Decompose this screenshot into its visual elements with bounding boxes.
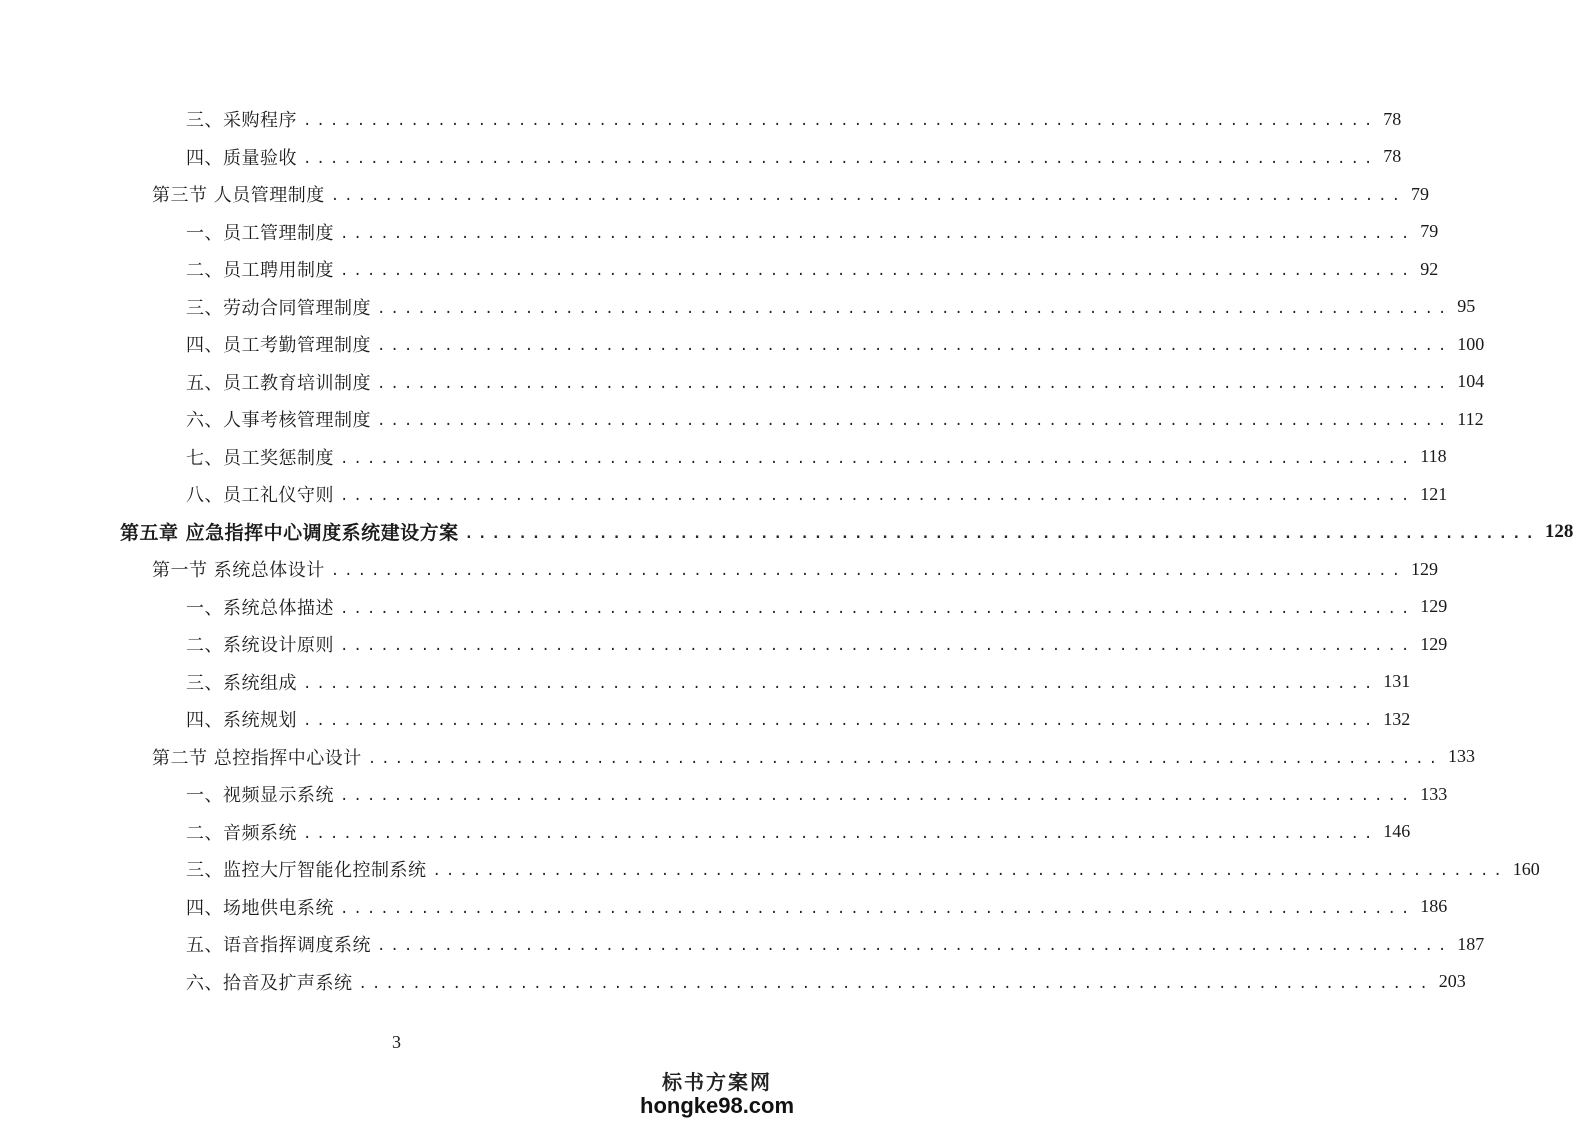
toc-entry-title: 六、拾音及扩声系统: [186, 972, 353, 994]
toc-entry-page: 186: [1420, 896, 1448, 916]
page-number: 3: [392, 1032, 401, 1052]
toc-entry-title: 三、采购程序: [186, 110, 297, 131]
toc-entry-page: 95: [1457, 296, 1476, 316]
toc-entry-page: 100: [1457, 333, 1485, 354]
toc-entry-page: 79: [1411, 183, 1430, 204]
toc-entry-page: 129: [1420, 633, 1448, 654]
toc-dot-leader: ................................................................................: [303, 113, 1378, 129]
toc-entry-page: 129: [1420, 596, 1448, 616]
toc-entry: [186, 404, 1484, 434]
toc-entry: [186, 254, 1439, 284]
watermark-url: hongke98.com: [640, 1093, 795, 1118]
toc-entry: [186, 892, 1448, 922]
toc-entry-page: 160: [1512, 858, 1540, 879]
toc-entry: [186, 704, 1411, 734]
toc-entry-title: 四、系统规划: [186, 710, 297, 731]
toc-entry-page: 132: [1383, 708, 1411, 729]
toc-entry-page: 78: [1383, 146, 1402, 166]
toc-entry: [186, 929, 1485, 959]
toc-entry-title: 三、监控大厅智能化控制系统: [186, 860, 427, 881]
toc-entry: [186, 592, 1448, 622]
toc-entry: [152, 554, 1439, 584]
toc-entry: [152, 742, 1476, 772]
toc-entry-title: 第三节 人员管理制度: [152, 185, 325, 206]
toc-entry-page: 187: [1457, 933, 1485, 954]
toc-dot-leader: ................................................................................: [340, 900, 1415, 917]
watermark-title: 标书方案网: [662, 1070, 772, 1094]
toc-entry: [186, 217, 1439, 247]
toc-entry-page: 203: [1438, 971, 1466, 991]
toc-dot-leader: ................................................................................: [303, 713, 1378, 729]
toc-entry-title: 第五章 应急指挥中心调度系统建设方案: [120, 522, 459, 544]
toc-entry-page: 112: [1457, 408, 1484, 429]
toc-entry-title: 三、劳动合同管理制度: [186, 297, 371, 319]
toc-entry: [186, 629, 1448, 659]
toc-entry-title: 二、员工聘用制度: [186, 260, 334, 281]
toc-entry: [186, 329, 1485, 359]
toc-entry-page: 131: [1383, 671, 1411, 691]
toc-dot-leader: ................................................................................: [377, 338, 1452, 354]
toc-entry-title: 一、视频显示系统: [186, 785, 334, 806]
toc-entry-page: 92: [1420, 258, 1439, 279]
toc-entry-title: 第二节 总控指挥中心设计: [152, 747, 362, 769]
toc-entry-page: 133: [1420, 783, 1448, 804]
toc-entry: [186, 817, 1411, 847]
toc-entry-title: 六、人事考核管理制度: [186, 410, 371, 431]
toc-entry-page: 133: [1448, 746, 1476, 766]
toc-entry: [152, 179, 1430, 209]
watermark: [640, 1066, 795, 1119]
toc-dot-leader: ................................................................................: [464, 525, 1539, 542]
toc-entry: [186, 367, 1485, 397]
toc-entry: [186, 667, 1411, 697]
toc-dot-leader: ................................................................................: [377, 375, 1452, 392]
toc-entry-title: 五、语音指挥调度系统: [186, 935, 371, 956]
toc-entry: [186, 292, 1476, 322]
toc-dot-leader: ................................................................................: [432, 863, 1507, 879]
toc-entry: [186, 479, 1448, 509]
toc-dot-leader: ................................................................................: [340, 225, 1415, 242]
toc-entry-page: 79: [1420, 221, 1439, 241]
toc-dot-leader: ................................................................................: [303, 675, 1378, 692]
toc-dot-leader: ................................................................................: [340, 788, 1415, 804]
toc-entry-title: 一、员工管理制度: [186, 222, 334, 244]
toc-dot-leader: ................................................................................: [340, 263, 1415, 279]
toc-entry-title: 第一节 系统总体设计: [152, 560, 325, 581]
toc-dot-leader: ................................................................................: [340, 600, 1415, 617]
toc-entry-page: 118: [1420, 446, 1447, 466]
toc-entry: [186, 142, 1402, 172]
toc-entry-title: 二、音频系统: [186, 822, 297, 844]
toc-entry: [186, 442, 1447, 472]
toc-entry-page: 146: [1383, 821, 1411, 841]
toc-entry-title: 四、员工考勤管理制度: [186, 335, 371, 356]
toc-entry-title: 四、质量验收: [186, 147, 297, 169]
toc-entry: [186, 967, 1466, 997]
toc-entry: [186, 854, 1540, 884]
toc-entry-page: 129: [1411, 558, 1439, 579]
toc-dot-leader: ................................................................................: [340, 488, 1415, 504]
toc-dot-leader: ................................................................................: [377, 413, 1452, 429]
toc-entry-page: 78: [1383, 108, 1402, 129]
toc-dot-leader: ................................................................................: [367, 750, 1443, 767]
toc-entry-title: 一、系统总体描述: [186, 597, 334, 619]
toc-entry-title: 二、系统设计原则: [186, 635, 334, 656]
toc-dot-leader: ................................................................................: [340, 450, 1415, 467]
toc-entry-title: 八、员工礼仪守则: [186, 485, 334, 506]
toc-entry-title: 五、员工教育培训制度: [186, 372, 371, 394]
toc-dot-leader: ................................................................................: [340, 638, 1415, 654]
toc-dot-leader: ................................................................................: [330, 188, 1406, 204]
toc-dot-leader: ................................................................................: [377, 938, 1452, 954]
toc-entry-title: 三、系统组成: [186, 672, 297, 694]
toc-entry-page: 128: [1544, 520, 1573, 542]
toc-entry: [186, 104, 1402, 134]
toc-entry: [120, 517, 1573, 547]
toc-dot-leader: ................................................................................: [303, 150, 1378, 167]
toc-dot-leader: ................................................................................: [358, 975, 1433, 992]
toc-dot-leader: ................................................................................: [377, 300, 1452, 317]
toc-entry-title: 七、员工奖惩制度: [186, 447, 334, 469]
toc-entry-page: 121: [1420, 483, 1448, 504]
toc-dot-leader: ................................................................................: [330, 563, 1406, 579]
toc-dot-leader: ................................................................................: [303, 825, 1378, 842]
toc-entry-title: 四、场地供电系统: [186, 897, 334, 919]
toc-entry: [186, 779, 1448, 809]
toc-entry-page: 104: [1457, 371, 1485, 391]
